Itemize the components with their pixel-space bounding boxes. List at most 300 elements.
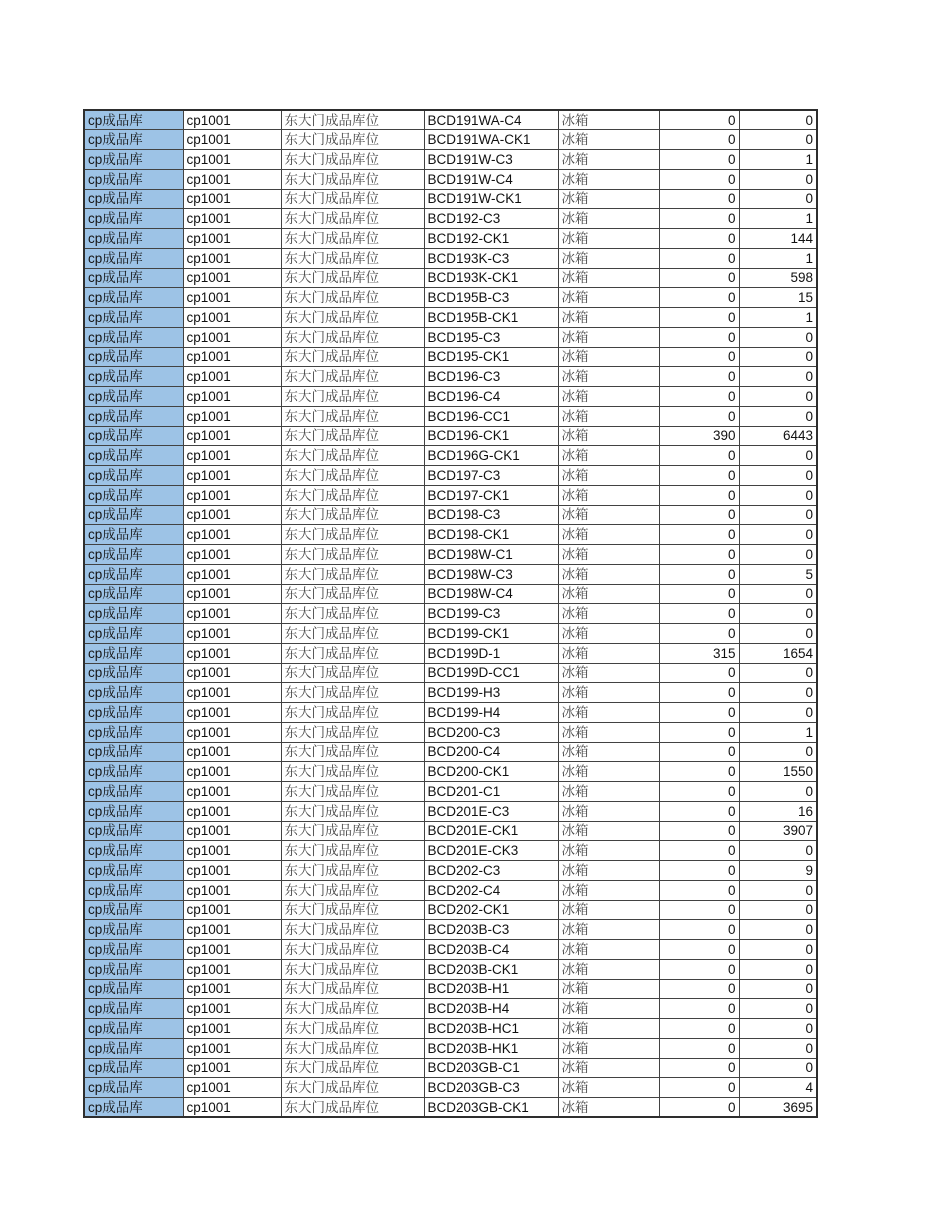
cell-storage-location[interactable]: 东大门成品库位 [281,288,424,308]
cell-storage-location[interactable]: 东大门成品库位 [281,999,424,1019]
cell-storage-location[interactable]: 东大门成品库位 [281,1019,424,1039]
cell-qty-1[interactable]: 0 [659,446,739,466]
cell-storage-location[interactable]: 东大门成品库位 [281,900,424,920]
cell-storage-location[interactable]: 东大门成品库位 [281,268,424,288]
cell-warehouse-code[interactable]: cp1001 [183,920,281,940]
cell-qty-1[interactable]: 0 [659,801,739,821]
cell-storage-location[interactable]: 东大门成品库位 [281,624,424,644]
cell-warehouse-code[interactable]: cp1001 [183,584,281,604]
cell-qty-2[interactable]: 0 [739,1038,817,1058]
cell-warehouse[interactable]: cp成品库 [84,229,183,249]
cell-storage-location[interactable]: 东大门成品库位 [281,505,424,525]
cell-item-code[interactable]: BCD196-C4 [424,387,558,407]
cell-qty-1[interactable]: 0 [659,327,739,347]
cell-category[interactable]: 冰箱 [558,880,659,900]
cell-warehouse[interactable]: cp成品库 [84,189,183,209]
cell-qty-1[interactable]: 0 [659,169,739,189]
cell-category[interactable]: 冰箱 [558,150,659,170]
cell-warehouse-code[interactable]: cp1001 [183,742,281,762]
cell-category[interactable]: 冰箱 [558,367,659,387]
cell-warehouse-code[interactable]: cp1001 [183,880,281,900]
cell-warehouse[interactable]: cp成品库 [84,1098,183,1118]
cell-qty-1[interactable]: 0 [659,525,739,545]
cell-warehouse-code[interactable]: cp1001 [183,505,281,525]
cell-category[interactable]: 冰箱 [558,110,659,130]
cell-warehouse-code[interactable]: cp1001 [183,663,281,683]
cell-category[interactable]: 冰箱 [558,308,659,328]
cell-item-code[interactable]: BCD195B-C3 [424,288,558,308]
cell-qty-1[interactable]: 0 [659,624,739,644]
cell-qty-1[interactable]: 0 [659,880,739,900]
cell-storage-location[interactable]: 东大门成品库位 [281,940,424,960]
cell-storage-location[interactable]: 东大门成品库位 [281,742,424,762]
cell-qty-2[interactable]: 1550 [739,762,817,782]
cell-qty-1[interactable]: 315 [659,643,739,663]
cell-warehouse[interactable]: cp成品库 [84,150,183,170]
cell-qty-1[interactable]: 0 [659,584,739,604]
cell-item-code[interactable]: BCD201E-CK1 [424,821,558,841]
cell-item-code[interactable]: BCD203B-H1 [424,979,558,999]
cell-category[interactable]: 冰箱 [558,1038,659,1058]
cell-warehouse[interactable]: cp成品库 [84,288,183,308]
cell-qty-2[interactable]: 4 [739,1078,817,1098]
cell-category[interactable]: 冰箱 [558,999,659,1019]
cell-qty-2[interactable]: 0 [739,979,817,999]
cell-warehouse[interactable]: cp成品库 [84,742,183,762]
cell-qty-1[interactable]: 0 [659,940,739,960]
cell-warehouse[interactable]: cp成品库 [84,387,183,407]
cell-item-code[interactable]: BCD192-CK1 [424,229,558,249]
cell-warehouse-code[interactable]: cp1001 [183,1098,281,1118]
cell-storage-location[interactable]: 东大门成品库位 [281,722,424,742]
cell-qty-2[interactable]: 0 [739,367,817,387]
cell-category[interactable]: 冰箱 [558,841,659,861]
cell-warehouse-code[interactable]: cp1001 [183,841,281,861]
cell-qty-2[interactable]: 0 [739,782,817,802]
cell-warehouse[interactable]: cp成品库 [84,209,183,229]
cell-item-code[interactable]: BCD196G-CK1 [424,446,558,466]
cell-qty-2[interactable]: 0 [739,900,817,920]
cell-warehouse[interactable]: cp成品库 [84,999,183,1019]
cell-category[interactable]: 冰箱 [558,169,659,189]
cell-category[interactable]: 冰箱 [558,861,659,881]
cell-item-code[interactable]: BCD202-C4 [424,880,558,900]
cell-qty-2[interactable]: 0 [739,1058,817,1078]
cell-warehouse[interactable]: cp成品库 [84,485,183,505]
cell-qty-2[interactable]: 144 [739,229,817,249]
cell-item-code[interactable]: BCD195B-CK1 [424,308,558,328]
cell-storage-location[interactable]: 东大门成品库位 [281,782,424,802]
cell-warehouse-code[interactable]: cp1001 [183,801,281,821]
cell-qty-1[interactable]: 0 [659,604,739,624]
cell-qty-1[interactable]: 0 [659,782,739,802]
cell-warehouse[interactable]: cp成品库 [84,722,183,742]
cell-warehouse[interactable]: cp成品库 [84,979,183,999]
cell-item-code[interactable]: BCD197-CK1 [424,485,558,505]
cell-warehouse-code[interactable]: cp1001 [183,1019,281,1039]
cell-storage-location[interactable]: 东大门成品库位 [281,643,424,663]
cell-storage-location[interactable]: 东大门成品库位 [281,841,424,861]
cell-qty-1[interactable]: 0 [659,248,739,268]
cell-warehouse-code[interactable]: cp1001 [183,347,281,367]
cell-warehouse[interactable]: cp成品库 [84,604,183,624]
cell-storage-location[interactable]: 东大门成品库位 [281,564,424,584]
cell-storage-location[interactable]: 东大门成品库位 [281,485,424,505]
cell-warehouse-code[interactable]: cp1001 [183,367,281,387]
cell-qty-2[interactable]: 598 [739,268,817,288]
cell-storage-location[interactable]: 东大门成品库位 [281,584,424,604]
cell-qty-1[interactable]: 0 [659,150,739,170]
cell-qty-1[interactable]: 0 [659,1078,739,1098]
cell-category[interactable]: 冰箱 [558,209,659,229]
cell-category[interactable]: 冰箱 [558,900,659,920]
cell-storage-location[interactable]: 东大门成品库位 [281,367,424,387]
cell-storage-location[interactable]: 东大门成品库位 [281,466,424,486]
cell-qty-2[interactable]: 0 [739,703,817,723]
cell-warehouse[interactable]: cp成品库 [84,940,183,960]
cell-qty-1[interactable]: 0 [659,1019,739,1039]
cell-warehouse-code[interactable]: cp1001 [183,229,281,249]
cell-qty-1[interactable]: 0 [659,841,739,861]
cell-qty-2[interactable]: 0 [739,920,817,940]
cell-category[interactable]: 冰箱 [558,801,659,821]
cell-qty-2[interactable]: 0 [739,683,817,703]
cell-storage-location[interactable]: 东大门成品库位 [281,150,424,170]
cell-category[interactable]: 冰箱 [558,387,659,407]
cell-warehouse[interactable]: cp成品库 [84,900,183,920]
cell-storage-location[interactable]: 东大门成品库位 [281,920,424,940]
cell-item-code[interactable]: BCD199-C3 [424,604,558,624]
cell-qty-1[interactable]: 0 [659,288,739,308]
cell-qty-1[interactable]: 0 [659,545,739,565]
cell-warehouse[interactable]: cp成品库 [84,525,183,545]
cell-qty-1[interactable]: 0 [659,703,739,723]
cell-storage-location[interactable]: 东大门成品库位 [281,604,424,624]
cell-warehouse-code[interactable]: cp1001 [183,1038,281,1058]
cell-qty-2[interactable]: 0 [739,940,817,960]
cell-warehouse[interactable]: cp成品库 [84,1058,183,1078]
cell-warehouse-code[interactable]: cp1001 [183,999,281,1019]
cell-qty-1[interactable]: 0 [659,347,739,367]
cell-storage-location[interactable]: 东大门成品库位 [281,703,424,723]
cell-warehouse[interactable]: cp成品库 [84,505,183,525]
cell-warehouse-code[interactable]: cp1001 [183,130,281,150]
cell-storage-location[interactable]: 东大门成品库位 [281,248,424,268]
cell-qty-2[interactable]: 0 [739,387,817,407]
cell-storage-location[interactable]: 东大门成品库位 [281,130,424,150]
cell-warehouse-code[interactable]: cp1001 [183,959,281,979]
cell-item-code[interactable]: BCD192-C3 [424,209,558,229]
cell-warehouse-code[interactable]: cp1001 [183,861,281,881]
cell-qty-2[interactable]: 0 [739,663,817,683]
cell-item-code[interactable]: BCD203GB-CK1 [424,1098,558,1118]
cell-item-code[interactable]: BCD203B-HK1 [424,1038,558,1058]
cell-item-code[interactable]: BCD200-C3 [424,722,558,742]
cell-warehouse-code[interactable]: cp1001 [183,248,281,268]
cell-warehouse-code[interactable]: cp1001 [183,209,281,229]
cell-qty-1[interactable]: 0 [659,485,739,505]
cell-item-code[interactable]: BCD203B-CK1 [424,959,558,979]
cell-item-code[interactable]: BCD203B-C3 [424,920,558,940]
cell-qty-1[interactable]: 0 [659,821,739,841]
cell-qty-2[interactable]: 0 [739,880,817,900]
cell-qty-2[interactable]: 1 [739,150,817,170]
cell-qty-2[interactable]: 9 [739,861,817,881]
cell-storage-location[interactable]: 东大门成品库位 [281,1038,424,1058]
cell-warehouse[interactable]: cp成品库 [84,426,183,446]
cell-storage-location[interactable]: 东大门成品库位 [281,110,424,130]
cell-category[interactable]: 冰箱 [558,347,659,367]
cell-qty-2[interactable]: 15 [739,288,817,308]
cell-qty-1[interactable]: 0 [659,308,739,328]
cell-warehouse[interactable]: cp成品库 [84,821,183,841]
cell-warehouse[interactable]: cp成品库 [84,169,183,189]
cell-category[interactable]: 冰箱 [558,1078,659,1098]
cell-item-code[interactable]: BCD203B-C4 [424,940,558,960]
cell-item-code[interactable]: BCD191W-CK1 [424,189,558,209]
cell-warehouse-code[interactable]: cp1001 [183,1078,281,1098]
cell-item-code[interactable]: BCD199D-1 [424,643,558,663]
cell-qty-1[interactable]: 0 [659,130,739,150]
cell-storage-location[interactable]: 东大门成品库位 [281,169,424,189]
cell-category[interactable]: 冰箱 [558,821,659,841]
cell-warehouse-code[interactable]: cp1001 [183,1058,281,1078]
cell-warehouse-code[interactable]: cp1001 [183,564,281,584]
cell-category[interactable]: 冰箱 [558,288,659,308]
cell-qty-1[interactable]: 0 [659,722,739,742]
cell-category[interactable]: 冰箱 [558,505,659,525]
cell-category[interactable]: 冰箱 [558,406,659,426]
cell-warehouse-code[interactable]: cp1001 [183,821,281,841]
cell-qty-1[interactable]: 0 [659,189,739,209]
cell-warehouse[interactable]: cp成品库 [84,1038,183,1058]
cell-warehouse[interactable]: cp成品库 [84,327,183,347]
cell-warehouse-code[interactable]: cp1001 [183,485,281,505]
cell-qty-1[interactable]: 0 [659,762,739,782]
cell-qty-1[interactable]: 390 [659,426,739,446]
cell-warehouse[interactable]: cp成品库 [84,564,183,584]
cell-item-code[interactable]: BCD203GB-C1 [424,1058,558,1078]
cell-storage-location[interactable]: 东大门成品库位 [281,821,424,841]
cell-qty-1[interactable]: 0 [659,1038,739,1058]
cell-category[interactable]: 冰箱 [558,485,659,505]
cell-qty-1[interactable]: 0 [659,663,739,683]
cell-item-code[interactable]: BCD199-H3 [424,683,558,703]
cell-qty-1[interactable]: 0 [659,979,739,999]
cell-warehouse-code[interactable]: cp1001 [183,268,281,288]
cell-warehouse[interactable]: cp成品库 [84,110,183,130]
cell-warehouse-code[interactable]: cp1001 [183,150,281,170]
cell-item-code[interactable]: BCD199-CK1 [424,624,558,644]
cell-storage-location[interactable]: 东大门成品库位 [281,426,424,446]
cell-storage-location[interactable]: 东大门成品库位 [281,209,424,229]
cell-warehouse[interactable]: cp成品库 [84,861,183,881]
cell-category[interactable]: 冰箱 [558,327,659,347]
cell-warehouse-code[interactable]: cp1001 [183,169,281,189]
cell-warehouse-code[interactable]: cp1001 [183,110,281,130]
cell-item-code[interactable]: BCD200-CK1 [424,762,558,782]
cell-qty-2[interactable]: 0 [739,446,817,466]
cell-warehouse[interactable]: cp成品库 [84,920,183,940]
cell-storage-location[interactable]: 东大门成品库位 [281,762,424,782]
cell-warehouse-code[interactable]: cp1001 [183,406,281,426]
cell-qty-2[interactable]: 1 [739,248,817,268]
cell-qty-2[interactable]: 16 [739,801,817,821]
cell-category[interactable]: 冰箱 [558,979,659,999]
cell-item-code[interactable]: BCD196-CC1 [424,406,558,426]
cell-warehouse-code[interactable]: cp1001 [183,525,281,545]
cell-category[interactable]: 冰箱 [558,525,659,545]
cell-item-code[interactable]: BCD197-C3 [424,466,558,486]
cell-storage-location[interactable]: 东大门成品库位 [281,189,424,209]
cell-warehouse-code[interactable]: cp1001 [183,327,281,347]
cell-qty-2[interactable]: 3907 [739,821,817,841]
cell-item-code[interactable]: BCD195-CK1 [424,347,558,367]
cell-warehouse-code[interactable]: cp1001 [183,189,281,209]
cell-storage-location[interactable]: 东大门成品库位 [281,1058,424,1078]
cell-qty-2[interactable]: 0 [739,466,817,486]
cell-storage-location[interactable]: 东大门成品库位 [281,525,424,545]
cell-warehouse[interactable]: cp成品库 [84,367,183,387]
cell-warehouse-code[interactable]: cp1001 [183,446,281,466]
cell-category[interactable]: 冰箱 [558,762,659,782]
cell-storage-location[interactable]: 东大门成品库位 [281,229,424,249]
cell-warehouse[interactable]: cp成品库 [84,624,183,644]
cell-warehouse-code[interactable]: cp1001 [183,722,281,742]
cell-item-code[interactable]: BCD198-C3 [424,505,558,525]
cell-qty-1[interactable]: 0 [659,110,739,130]
cell-category[interactable]: 冰箱 [558,584,659,604]
cell-warehouse-code[interactable]: cp1001 [183,288,281,308]
cell-qty-2[interactable]: 0 [739,110,817,130]
cell-category[interactable]: 冰箱 [558,1019,659,1039]
cell-qty-1[interactable]: 0 [659,268,739,288]
cell-warehouse[interactable]: cp成品库 [84,308,183,328]
cell-qty-1[interactable]: 0 [659,861,739,881]
cell-warehouse[interactable]: cp成品库 [84,841,183,861]
cell-storage-location[interactable]: 东大门成品库位 [281,959,424,979]
cell-item-code[interactable]: BCD196-C3 [424,367,558,387]
cell-item-code[interactable]: BCD198-CK1 [424,525,558,545]
cell-storage-location[interactable]: 东大门成品库位 [281,387,424,407]
cell-storage-location[interactable]: 东大门成品库位 [281,880,424,900]
cell-item-code[interactable]: BCD193K-CK1 [424,268,558,288]
cell-item-code[interactable]: BCD191WA-CK1 [424,130,558,150]
cell-category[interactable]: 冰箱 [558,940,659,960]
cell-qty-1[interactable]: 0 [659,920,739,940]
cell-qty-1[interactable]: 0 [659,900,739,920]
cell-warehouse-code[interactable]: cp1001 [183,387,281,407]
cell-qty-2[interactable]: 0 [739,525,817,545]
cell-qty-2[interactable]: 0 [739,189,817,209]
cell-warehouse[interactable]: cp成品库 [84,248,183,268]
cell-category[interactable]: 冰箱 [558,189,659,209]
cell-item-code[interactable]: BCD202-C3 [424,861,558,881]
cell-warehouse[interactable]: cp成品库 [84,801,183,821]
cell-storage-location[interactable]: 东大门成品库位 [281,446,424,466]
cell-qty-2[interactable]: 0 [739,999,817,1019]
cell-storage-location[interactable]: 东大门成品库位 [281,861,424,881]
cell-warehouse-code[interactable]: cp1001 [183,782,281,802]
cell-category[interactable]: 冰箱 [558,703,659,723]
cell-qty-1[interactable]: 0 [659,1058,739,1078]
cell-item-code[interactable]: BCD198W-C3 [424,564,558,584]
cell-warehouse[interactable]: cp成品库 [84,880,183,900]
cell-storage-location[interactable]: 东大门成品库位 [281,683,424,703]
cell-qty-2[interactable]: 6443 [739,426,817,446]
cell-category[interactable]: 冰箱 [558,564,659,584]
cell-warehouse[interactable]: cp成品库 [84,466,183,486]
cell-qty-2[interactable]: 0 [739,959,817,979]
cell-warehouse[interactable]: cp成品库 [84,406,183,426]
cell-warehouse-code[interactable]: cp1001 [183,545,281,565]
cell-warehouse[interactable]: cp成品库 [84,1078,183,1098]
cell-category[interactable]: 冰箱 [558,624,659,644]
cell-warehouse-code[interactable]: cp1001 [183,308,281,328]
cell-item-code[interactable]: BCD199D-CC1 [424,663,558,683]
cell-qty-2[interactable]: 0 [739,584,817,604]
cell-category[interactable]: 冰箱 [558,604,659,624]
cell-warehouse[interactable]: cp成品库 [84,446,183,466]
cell-category[interactable]: 冰箱 [558,545,659,565]
cell-category[interactable]: 冰箱 [558,248,659,268]
cell-storage-location[interactable]: 东大门成品库位 [281,308,424,328]
cell-item-code[interactable]: BCD193K-C3 [424,248,558,268]
cell-category[interactable]: 冰箱 [558,742,659,762]
cell-warehouse[interactable]: cp成品库 [84,643,183,663]
cell-qty-2[interactable]: 0 [739,604,817,624]
cell-category[interactable]: 冰箱 [558,722,659,742]
cell-category[interactable]: 冰箱 [558,1058,659,1078]
cell-item-code[interactable]: BCD191WA-C4 [424,110,558,130]
cell-qty-1[interactable]: 0 [659,229,739,249]
cell-qty-1[interactable]: 0 [659,406,739,426]
cell-warehouse-code[interactable]: cp1001 [183,466,281,486]
cell-storage-location[interactable]: 东大门成品库位 [281,1098,424,1118]
cell-storage-location[interactable]: 东大门成品库位 [281,979,424,999]
cell-qty-1[interactable]: 0 [659,1098,739,1118]
cell-warehouse[interactable]: cp成品库 [84,1019,183,1039]
cell-qty-2[interactable]: 0 [739,505,817,525]
cell-qty-2[interactable]: 0 [739,406,817,426]
cell-category[interactable]: 冰箱 [558,683,659,703]
cell-category[interactable]: 冰箱 [558,268,659,288]
cell-qty-1[interactable]: 0 [659,683,739,703]
cell-category[interactable]: 冰箱 [558,229,659,249]
cell-storage-location[interactable]: 东大门成品库位 [281,545,424,565]
cell-category[interactable]: 冰箱 [558,782,659,802]
cell-qty-2[interactable]: 0 [739,624,817,644]
cell-warehouse[interactable]: cp成品库 [84,130,183,150]
cell-warehouse-code[interactable]: cp1001 [183,426,281,446]
cell-storage-location[interactable]: 东大门成品库位 [281,327,424,347]
cell-qty-1[interactable]: 0 [659,466,739,486]
cell-category[interactable]: 冰箱 [558,920,659,940]
cell-qty-2[interactable]: 0 [739,327,817,347]
cell-qty-1[interactable]: 0 [659,387,739,407]
cell-storage-location[interactable]: 东大门成品库位 [281,1078,424,1098]
cell-warehouse[interactable]: cp成品库 [84,663,183,683]
cell-category[interactable]: 冰箱 [558,1098,659,1118]
cell-qty-2[interactable]: 0 [739,545,817,565]
cell-qty-2[interactable]: 5 [739,564,817,584]
cell-warehouse[interactable]: cp成品库 [84,584,183,604]
cell-qty-2[interactable]: 3695 [739,1098,817,1118]
cell-qty-1[interactable]: 0 [659,505,739,525]
cell-item-code[interactable]: BCD202-CK1 [424,900,558,920]
cell-warehouse[interactable]: cp成品库 [84,545,183,565]
cell-qty-1[interactable]: 0 [659,367,739,387]
